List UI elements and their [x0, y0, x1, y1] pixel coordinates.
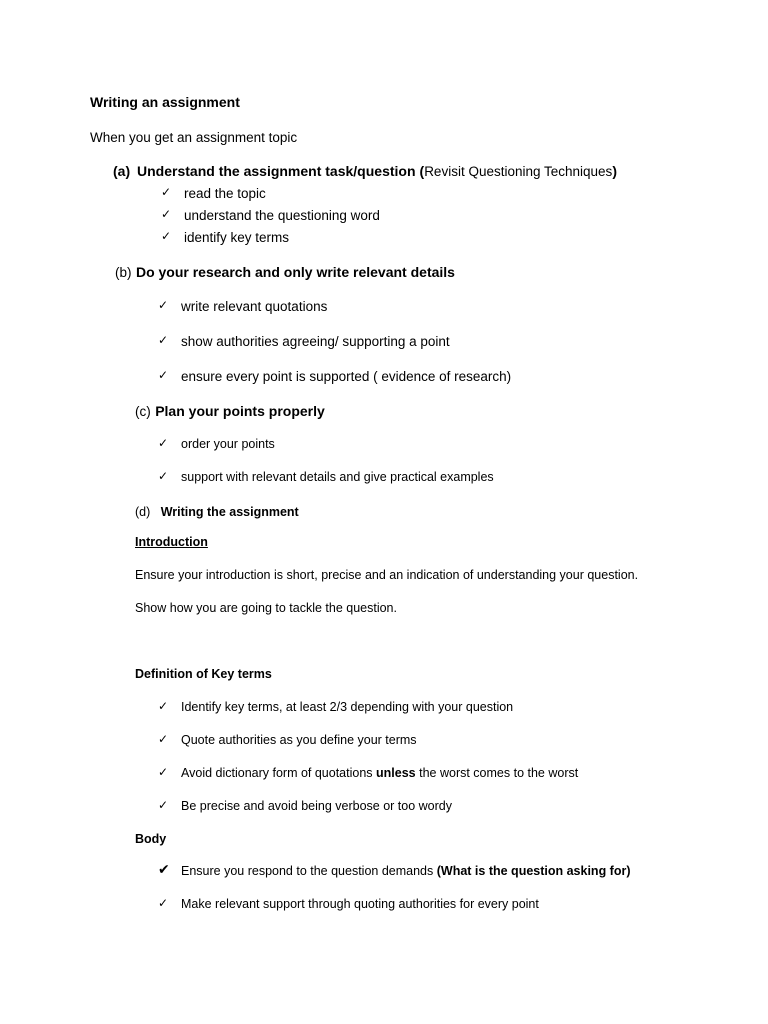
introduction-heading: Introduction [135, 535, 208, 549]
section-d-heading-line [135, 503, 299, 521]
body-item-2: Make relevant support through quoting authorities for every point [181, 897, 539, 911]
definitions-item-3-after: the worst comes to the worst [419, 766, 579, 780]
section-a-note-close: ) [612, 163, 617, 179]
section-c-marker: (c) [135, 404, 151, 419]
definitions-heading: Definition of Key terms [135, 667, 272, 681]
check-icon: ✓ [158, 469, 169, 483]
check-icon: ✔ [158, 862, 170, 878]
section-b-heading-line [115, 264, 455, 282]
body-heading: Body [135, 832, 167, 846]
introduction-para-2: Show how you are going to tackle the question. [135, 601, 397, 615]
section-a-item-2: understand the questioning word [184, 208, 380, 223]
check-icon: ✓ [158, 765, 169, 779]
body-item-1-bold: (What is the question asking for) [436, 864, 631, 878]
section-c-heading: Plan your points properly [155, 403, 325, 419]
section-a-heading-line [113, 163, 617, 179]
body-item-1 [181, 864, 631, 878]
section-a-heading: Understand the assignment task/question [137, 163, 416, 179]
section-b-marker: (b) [115, 265, 132, 280]
check-icon: ✓ [158, 333, 169, 347]
definitions-item-4: Be precise and avoid being verbose or too wordy [181, 799, 452, 813]
definitions-item-3-bold: unless [376, 766, 416, 780]
check-icon: ✓ [158, 298, 169, 312]
check-icon: ✓ [158, 896, 169, 910]
section-c-item-1: order your points [181, 437, 275, 451]
check-icon: ✓ [161, 229, 172, 243]
definitions-item-3 [181, 766, 578, 780]
section-a-marker: (a) [113, 163, 131, 179]
section-c-item-2: support with relevant details and give practical examples [181, 470, 494, 484]
section-d-heading: Writing the assignment [160, 505, 299, 519]
section-b-heading: Do your research and only write relevant details [135, 264, 455, 280]
section-a-item-1: read the topic [184, 186, 266, 201]
check-icon: ✓ [161, 185, 172, 199]
definitions-item-3-before: Avoid dictionary form of quotations [181, 766, 373, 780]
check-icon: ✓ [158, 732, 169, 746]
check-icon: ✓ [161, 207, 172, 221]
introduction-para-1: Ensure your introduction is short, precise and an indication of understanding your question. [135, 568, 639, 582]
section-c-heading-line [135, 403, 325, 421]
section-d-marker: (d) [135, 505, 151, 519]
section-b-item-1: write relevant quotations [181, 299, 328, 314]
section-a-note-open: ( [419, 163, 425, 179]
section-b-item-2: show authorities agreeing/ supporting a point [181, 334, 450, 349]
check-icon: ✓ [158, 436, 169, 450]
check-icon: ✓ [158, 368, 169, 382]
check-icon: ✓ [158, 699, 169, 713]
definitions-item-1: Identify key terms, at least 2/3 depending with your question [181, 700, 514, 714]
definitions-item-2: Quote authorities as you define your terms [181, 733, 417, 747]
section-a-item-3: identify key terms [184, 230, 290, 245]
intro-text: When you get an assignment topic [90, 130, 298, 145]
body-item-1-text: Ensure you respond to the question demands [181, 864, 434, 878]
section-a-note: Revisit Questioning Techniques [424, 164, 613, 179]
section-b-item-3: ensure every point is supported ( evidence of research) [181, 369, 512, 384]
check-icon: ✓ [158, 798, 169, 812]
document-title: Writing an assignment [90, 94, 240, 110]
